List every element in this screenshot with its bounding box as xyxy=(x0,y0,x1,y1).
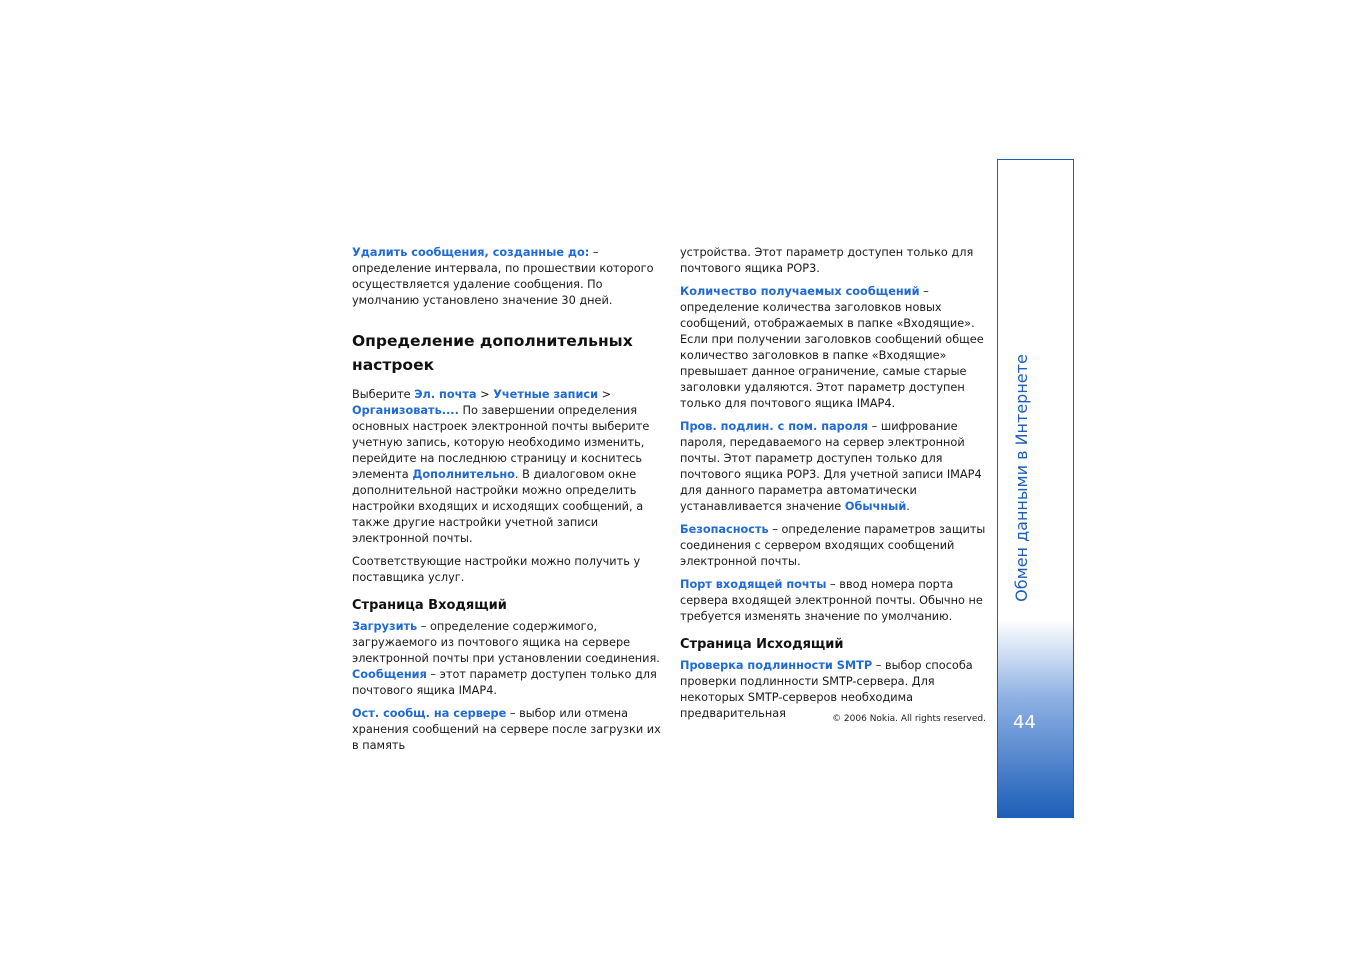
paragraph-keep-on-server: Ост. сообщ. на сервере – выбор или отмена хранения сообщений на сервере после загрузки их в память xyxy=(352,707,661,752)
paragraph-provider-note: Соответствующие настройки можно получить у поставщика услуг. xyxy=(352,555,641,584)
setting-name-password-auth: Пров. подлин. с пом. пароля xyxy=(680,420,869,433)
subheading-outgoing-page: Страница Исходящий xyxy=(680,637,844,652)
paragraph-smtp-auth: Проверка подлинности SMTP – выбор способа проверки подлинности SMTP-сервера. Для некоторых SMTP-серверов необходима предварительная xyxy=(680,659,973,720)
setting-name-incoming-port: Порт входящей почты xyxy=(680,578,827,591)
paragraph-password-auth: Пров. подлин. с пом. пароля – шифрование пароля, передаваемого на сервер электронной почты. Этот параметр доступен только для почтового ящика POP3. Для учетной записи IMAP4 для данного параметра автоматически устанавливается значение Обычный. xyxy=(680,420,982,513)
subheading-incoming-page: Страница Входящий xyxy=(352,598,507,613)
setting-name-message-count: Количество получаемых сообщений xyxy=(680,285,920,298)
paragraph-security: Безопасность – определение параметров защиты соединения с сервером входящих сообщений электронной почты. xyxy=(680,523,986,568)
setting-name-download: Загрузить xyxy=(352,620,418,633)
menu-item-advanced: Дополнительно xyxy=(412,468,515,481)
paragraph-delete-messages: Удалить сообщения, созданные до: – определение интервала, по прошествии которого осуществляется удаление сообщения. По умолчанию установлено значение 30 дней. xyxy=(352,246,654,307)
menu-path-email: Эл. почта xyxy=(414,388,477,401)
setting-name-delete-messages: Удалить сообщения, созданные до: xyxy=(352,246,590,259)
menu-path-organize: Организовать.... xyxy=(352,404,459,417)
setting-value-messages: Сообщения xyxy=(352,668,427,681)
chapter-title: Обмен данными в Интернете xyxy=(1012,354,1031,602)
paragraph-advanced-intro: Выберите Эл. почта > Учетные записи > Организовать.... По завершении определения основных настроек электронной почты выберите учетную запись, которую необходимо изменить, перейдите на последнюю страницу и коснитесь элемента Дополнительно. В диалоговом окне дополнительной настройки можно определить настройки входящих и исходящих сообщений, а также другие настройки учетной записи электронной почты. xyxy=(352,388,650,545)
menu-path-accounts: Учетные записи xyxy=(493,388,598,401)
page-number: 44 xyxy=(1013,712,1036,733)
setting-name-smtp-auth: Проверка подлинности SMTP xyxy=(680,659,873,672)
paragraph-incoming-port: Порт входящей почты – ввод номера порта сервера входящей электронной почты. Обычно не требуется изменять значение по умолчанию. xyxy=(680,578,983,623)
setting-value-normal: Обычный xyxy=(844,500,907,513)
copyright-notice: © 2006 Nokia. All rights reserved. xyxy=(832,714,986,724)
section-heading-advanced-settings: Определение дополнительных настроек xyxy=(352,332,633,374)
setting-name-security: Безопасность xyxy=(680,523,769,536)
setting-name-keep-on-server: Ост. сообщ. на сервере xyxy=(352,707,507,720)
right-column xyxy=(680,245,988,729)
paragraph-message-count: Количество получаемых сообщений – определение количества заголовков новых сообщений, отображаемых в папке «Входящие». Если при получении заголовков сообщений общее количество заголовков в папке «Входящие» превышает данное ограничение, самые старые заголовки удаляются. Этот параметр доступен только для почтового ящика IMAP4. xyxy=(680,285,984,410)
paragraph-download: Загрузить – определение содержимого, загружаемого из почтового ящика на сервере электронной почты при установлении соединения. Сообщения – этот параметр доступен только для почтового ящика IMAP4. xyxy=(352,620,660,697)
paragraph-continuation: устройства. Этот параметр доступен только для почтового ящика POP3. xyxy=(680,246,974,275)
left-column xyxy=(352,245,664,761)
